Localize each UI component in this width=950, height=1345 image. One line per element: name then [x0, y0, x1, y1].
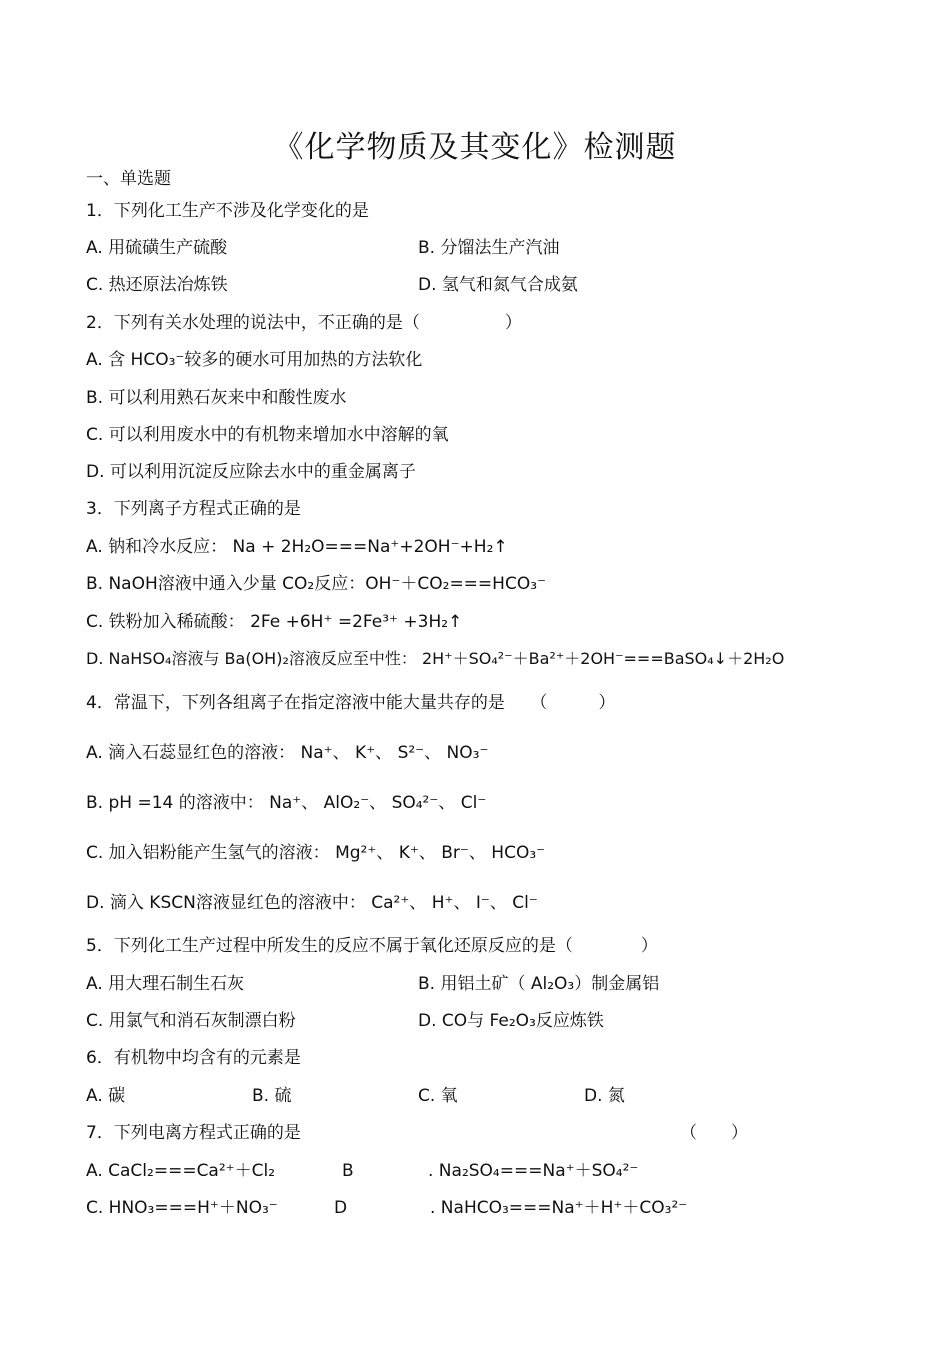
question-5-stem: 5．下列化工生产过程中所发生的反应不属于氧化还原反应的是（ ） [86, 936, 658, 956]
question-7-option-d-label: D [334, 1198, 348, 1218]
question-4-option-c: C. 加入铝粉能产生氢气的溶液： Mg²⁺、 K⁺、 Br⁻、 HCO₃⁻ [86, 843, 546, 863]
question-6-option-c: C. 氧 [418, 1086, 458, 1106]
question-1-option-c: C. 热还原法冶炼铁 [86, 275, 228, 295]
question-3-option-c: C. 铁粉加入稀硫酸： 2Fe +6H⁺ =2Fe³⁺ +3H₂↑ [86, 612, 463, 632]
section-heading: 一、单选题 [86, 169, 171, 189]
question-2-option-b: B. 可以利用熟石灰来中和酸性废水 [86, 388, 347, 408]
question-5-option-b: B. 用铝土矿（ Al₂O₃）制金属铝 [418, 974, 660, 994]
question-2-stem: 2．下列有关水处理的说法中，不正确的是（ ） [86, 313, 522, 333]
question-5-option-d: D. CO与 Fe₂O₃反应炼铁 [418, 1011, 604, 1031]
question-4-option-a: A. 滴入石蕊显红色的溶液： Na⁺、 K⁺、 S²⁻、 NO₃⁻ [86, 743, 489, 763]
question-1-stem: 1．下列化工生产不涉及化学变化的是 [86, 201, 369, 221]
question-3-option-d: D. NaHSO₄溶液与 Ba(OH)₂溶液反应至中性： 2H⁺＋SO₄²⁻＋Ba²⁺＋2OH⁻===BaSO₄↓＋2H₂O [86, 649, 785, 668]
page-title: 《化学物质及其变化》检测题 [273, 130, 677, 165]
question-7-option-a: A. CaCl₂===Ca²⁺＋Cl₂ [86, 1161, 276, 1181]
question-6-option-b: B. 硫 [252, 1086, 292, 1106]
question-2-option-a: A. 含 HCO₃⁻较多的硬水可用加热的方法软化 [86, 350, 423, 370]
question-3-option-b: B. NaOH溶液中通入少量 CO₂反应：OH⁻＋CO₂===HCO₃⁻ [86, 574, 546, 594]
question-6-option-a: A. 碳 [86, 1086, 126, 1106]
question-7-answer-paren: （ ） [680, 1123, 748, 1143]
question-1-option-a: A. 用硫磺生产硫酸 [86, 238, 228, 258]
question-7-option-b-label: B [342, 1161, 354, 1181]
question-1-option-d: D. 氢气和氮气合成氨 [418, 275, 578, 295]
question-7-option-d: . NaHCO₃===Na⁺＋H⁺＋CO₃²⁻ [430, 1198, 688, 1218]
question-4-option-b: B. pH =14 的溶液中： Na⁺、 AlO₂⁻、 SO₄²⁻、 Cl⁻ [86, 793, 487, 813]
question-5-option-a: A. 用大理石制生石灰 [86, 974, 245, 994]
question-7-option-c: C. HNO₃===H⁺＋NO₃⁻ [86, 1198, 278, 1218]
question-7-option-b: . Na₂SO₄===Na⁺＋SO₄²⁻ [428, 1161, 639, 1181]
question-7-stem: 7．下列电离方程式正确的是 [86, 1123, 301, 1143]
question-3-stem: 3．下列离子方程式正确的是 [86, 499, 301, 519]
question-1-option-b: B. 分馏法生产汽油 [418, 238, 560, 258]
question-3-option-a: A. 钠和冷水反应： Na + 2H₂O===Na⁺+2OH⁻+H₂↑ [86, 537, 508, 557]
question-2-option-d: D. 可以利用沉淀反应除去水中的重金属离子 [86, 462, 416, 482]
question-6-stem: 6．有机物中均含有的元素是 [86, 1048, 301, 1068]
question-4-stem: 4．常温下，下列各组离子在指定溶液中能大量共存的是 （ ） [86, 693, 616, 713]
question-2-option-c: C. 可以利用废水中的有机物来增加水中溶解的氧 [86, 425, 449, 445]
question-5-option-c: C. 用氯气和消石灰制漂白粉 [86, 1011, 296, 1031]
question-6-option-d: D. 氮 [584, 1086, 625, 1106]
question-4-option-d: D. 滴入 KSCN溶液显红色的溶液中： Ca²⁺、 H⁺、 I⁻、 Cl⁻ [86, 893, 538, 913]
